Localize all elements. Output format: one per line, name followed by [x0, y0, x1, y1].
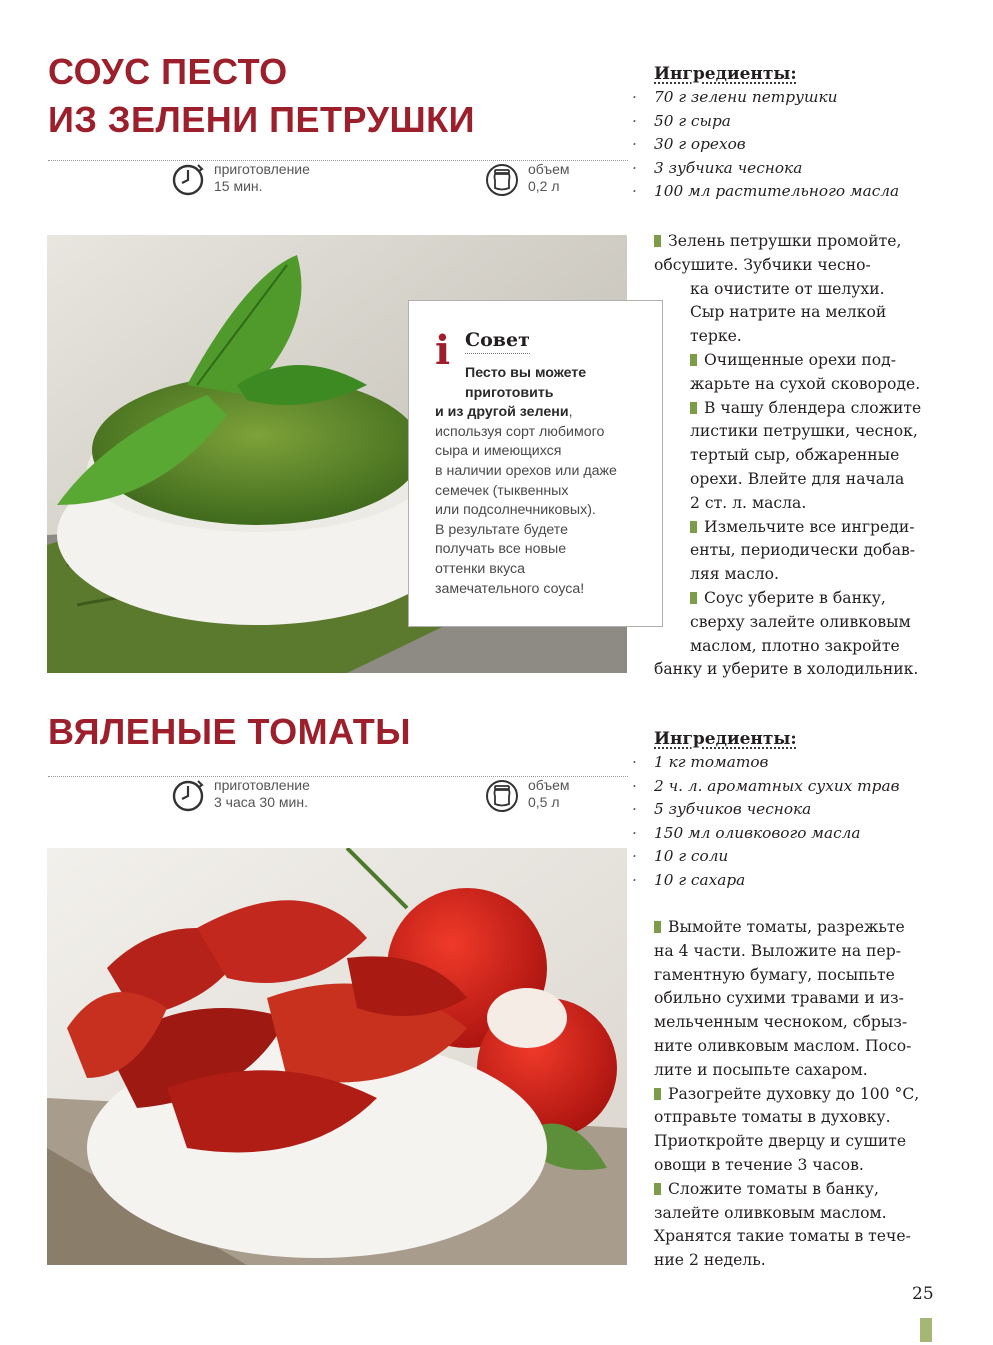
recipe2-volume-value: 0,5 л [528, 794, 560, 810]
ingredient-item: · 5 зубчиков чеснока [640, 798, 954, 822]
step-line: Приоткройте дверцу и сушите [654, 1132, 907, 1151]
tip-bold-tail: , [568, 404, 573, 421]
tip-bold-line-wrap [435, 403, 648, 423]
recipe1-ingredients [654, 62, 954, 204]
step-line: отправьте томаты в духовку. [654, 1108, 891, 1127]
tip-line: в наличии орехов или даже [435, 462, 617, 479]
recipe2-steps [654, 916, 919, 1273]
recipe2-volume-label: объем [528, 777, 570, 793]
ingredient-item: · 10 г соли [640, 845, 954, 869]
step-line: Сложите томаты в банку, [654, 1178, 919, 1202]
tip-bold-line: и из другой зелени [435, 404, 569, 421]
step-line: ните оливковым маслом. Посо- [654, 1036, 912, 1055]
recipe1-title-line1: СОУС ПЕСТО [48, 51, 288, 92]
recipe2-prep-label: приготовление [214, 777, 310, 793]
recipe2-ingredients-title: Ингредиенты: [654, 729, 797, 749]
tip-line: замечательного соуса! [435, 580, 585, 597]
tip-line: сыра и имеющихся [435, 443, 562, 460]
bullet-square [690, 402, 697, 414]
recipe1-steps [654, 230, 921, 682]
recipe1-prep-value: 15 мин. [214, 178, 263, 194]
tip-line: семечек (тыквенных [435, 482, 569, 499]
page-tab-bar [920, 1318, 932, 1342]
step-line: овощи в течение 3 часов. [654, 1155, 864, 1174]
ingredient-item: · 30 г орехов [640, 133, 954, 157]
step-line: Вымойте томаты, разрежьте [654, 916, 919, 940]
tip-bold-line: приготовить [465, 384, 554, 401]
tomatoes-photo [47, 848, 627, 1265]
tip-line: или подсолнечниковых). [435, 502, 596, 519]
step-line: Соус уберите в банку, [654, 587, 921, 611]
bullet-square [654, 921, 661, 933]
jar-icon [484, 161, 520, 197]
step-line: обсушите. Зубчики чесно- [654, 255, 871, 274]
recipe1-prep-time [170, 161, 310, 197]
ingredient-item: · 2 ч. л. ароматных сухих трав [640, 775, 954, 799]
step-line: ние 2 недель. [654, 1251, 766, 1270]
bullet-square [654, 235, 661, 247]
step-line: мельченным чесноком, сбрыз- [654, 1013, 908, 1032]
bullet-square [690, 592, 697, 604]
tip-line: В результате будете [435, 521, 569, 538]
step-line: Измельчите все ингреди- [654, 516, 921, 540]
bullet-square [690, 354, 697, 366]
ingredient-item: · 70 г зелени петрушки [640, 86, 954, 110]
ingredient-item: · 1 кг томатов [640, 751, 954, 775]
step-line: 2 ст. л. масла. [690, 493, 807, 512]
recipe2-title: ВЯЛЕНЫЕ ТОМАТЫ [48, 711, 412, 752]
recipe1-volume [484, 161, 570, 197]
step-line: ка очистите от шелухи. [690, 279, 885, 298]
bullet-square [690, 521, 697, 533]
step-line: гаментную бумагу, посыпьте [654, 965, 895, 984]
ingredient-item: · 3 зубчика чеснока [640, 157, 954, 181]
recipe2-prep-value: 3 часа 30 мин. [214, 794, 308, 810]
recipe1-ingredients-title: Ингредиенты: [654, 64, 797, 84]
step-line: Сыр натрите на мелкой [690, 303, 887, 322]
bullet-square [654, 1088, 661, 1100]
recipe1-title [48, 48, 475, 144]
step-line: Разогрейте духовку до 100 °С, [654, 1083, 919, 1107]
step-line: Хранятся такие томаты в тече- [654, 1227, 911, 1246]
clock-icon [170, 161, 206, 197]
ingredient-item: · 100 мл растительного масла [640, 180, 954, 204]
step-line: тертый сыр, обжаренные [690, 446, 900, 465]
recipe1-prep-label: приготовление [214, 161, 310, 177]
clock-icon [170, 777, 206, 813]
ingredient-item: · 150 мл оливкового масла [640, 822, 954, 846]
recipe2-meta-bar [48, 776, 628, 822]
tip-line: получать все новые [435, 541, 567, 558]
recipe1-volume-value: 0,2 л [528, 178, 560, 194]
step-line: на 4 части. Выложите на пер- [654, 941, 902, 960]
step-line: енты, периодически добав- [690, 541, 916, 560]
step-line: В чашу блендера сложите [654, 397, 921, 421]
step-line: залейте оливковым маслом. [654, 1203, 887, 1222]
page-number: 25 [912, 1284, 934, 1304]
tip-line: используя сорт любимого [435, 423, 605, 440]
jar-icon [484, 777, 520, 813]
tip-title: Совет [465, 327, 530, 354]
ingredient-item: · 50 г сыра [640, 110, 954, 134]
recipe2-ingredients [654, 727, 954, 893]
recipe1-meta-bar [48, 160, 628, 206]
recipe1-title-line2: ИЗ ЗЕЛЕНИ ПЕТРУШКИ [48, 99, 475, 140]
recipe1-volume-label: объем [528, 161, 570, 177]
step-line: лите и посыпьте сахаром. [654, 1060, 868, 1079]
step-line: терке. [690, 327, 742, 346]
tip-body [435, 364, 648, 599]
info-icon: i [435, 327, 451, 374]
step-line: Очищенные орехи под- [654, 349, 921, 373]
step-line: банку и уберите в холодильник. [654, 660, 919, 679]
tip-line: оттенки вкуса [435, 560, 526, 577]
bullet-square [654, 1183, 661, 1195]
step-line: ляя масло. [690, 565, 779, 584]
tip-bold-line: Песто вы можете [465, 365, 587, 381]
step-line: листики петрушки, чеснок, [690, 422, 918, 441]
step-line: жарьте на сухой сковороде. [690, 374, 921, 393]
step-line: орехи. Влейте для начала [690, 469, 905, 488]
tip-box [408, 300, 663, 627]
ingredient-item: · 10 г сахара [640, 869, 954, 893]
step-line: обильно сухими травами и из- [654, 989, 904, 1008]
step-line: маслом, плотно закройте [690, 636, 900, 655]
recipe2-volume [484, 777, 570, 813]
recipe2-prep-time [170, 777, 310, 813]
step-line: Зелень петрушки промойте, [654, 230, 921, 254]
step-line: сверху залейте оливковым [690, 612, 911, 631]
